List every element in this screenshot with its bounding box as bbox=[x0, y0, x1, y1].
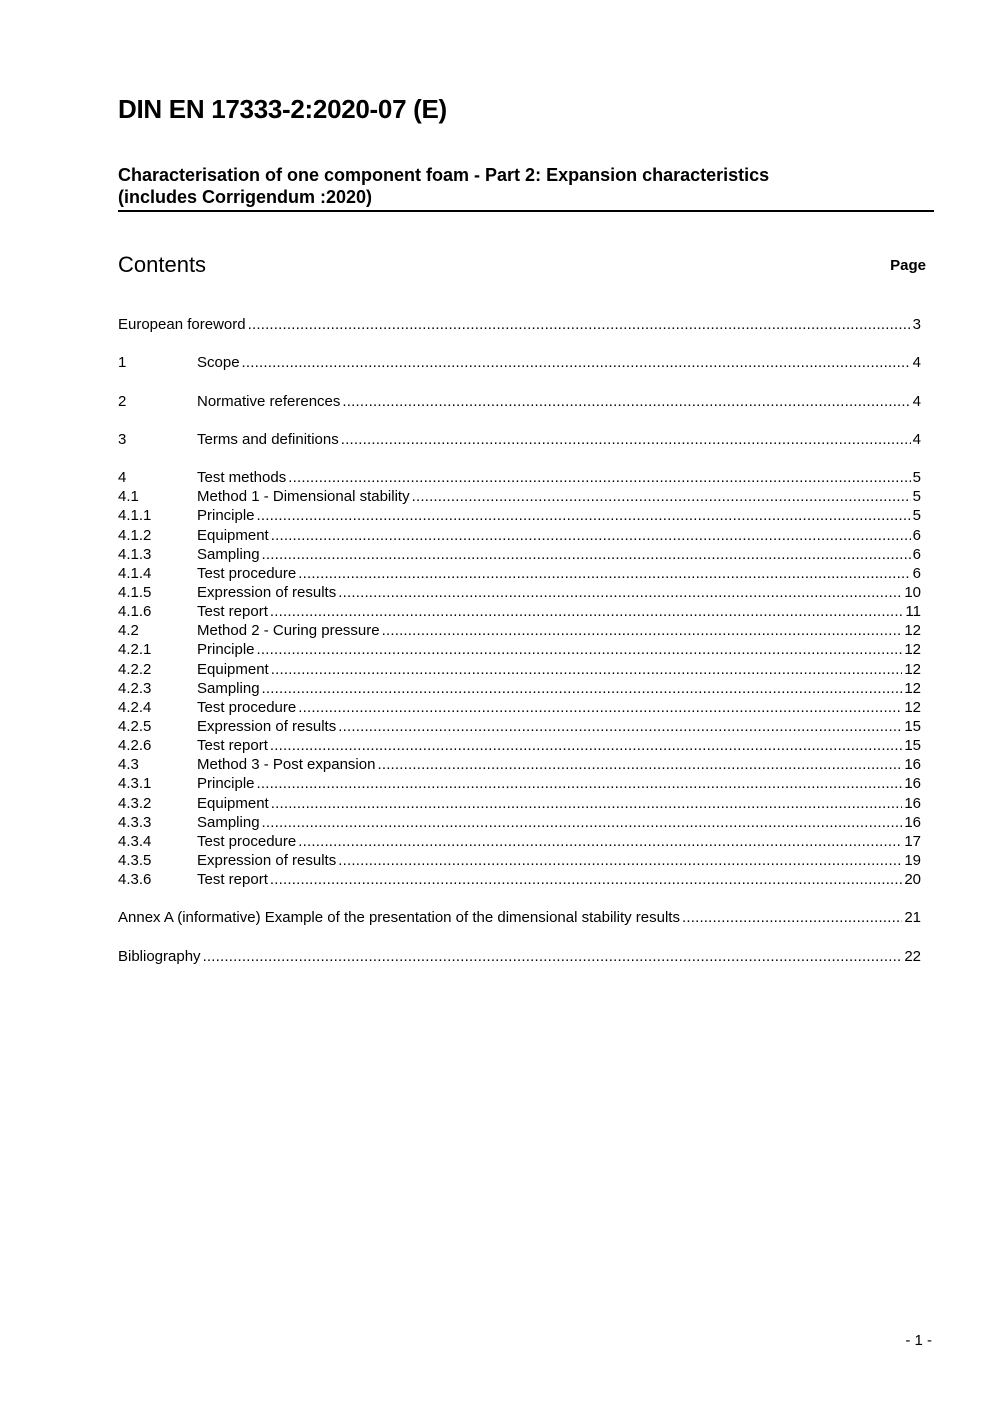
toc-entry-page: 16 bbox=[904, 775, 921, 793]
toc-entry-page: 17 bbox=[904, 832, 921, 850]
toc-entry-number: 4.3.5 bbox=[118, 851, 152, 869]
toc-entry-title: Bibliography bbox=[118, 947, 201, 965]
toc-entry[interactable] bbox=[118, 602, 921, 621]
toc-entry-title: Principle bbox=[197, 507, 255, 525]
toc-entry-number: 4.3 bbox=[118, 756, 139, 774]
document-title-line-2: (includes Corrigendum :2020) bbox=[118, 187, 373, 207]
toc-entry-title: Sampling bbox=[197, 679, 260, 697]
toc-entry[interactable] bbox=[118, 832, 921, 851]
toc-dot-leader bbox=[342, 392, 910, 411]
toc-entry-title: Test methods bbox=[197, 469, 287, 487]
toc-entry-number: 4.2 bbox=[118, 622, 139, 640]
document-title-line-1: Characterisation of one component foam - Part 2: Expansion characteristics bbox=[118, 165, 770, 185]
toc-entry-number: 4.1.2 bbox=[118, 526, 152, 544]
toc-entry-number: 2 bbox=[118, 392, 127, 410]
title-divider bbox=[118, 210, 934, 212]
toc-dot-leader bbox=[257, 506, 911, 525]
toc-dot-leader bbox=[682, 908, 902, 927]
toc-entry-title: Scope bbox=[197, 354, 240, 372]
toc-entry-title: Expression of results bbox=[197, 583, 337, 601]
toc-entry-title: Sampling bbox=[197, 813, 260, 831]
toc-entry-title: Sampling bbox=[197, 545, 260, 563]
toc-entry[interactable] bbox=[118, 353, 921, 372]
toc-entry-page: 4 bbox=[912, 430, 921, 448]
toc-dot-leader bbox=[271, 794, 903, 813]
table-of-contents bbox=[118, 315, 921, 966]
toc-entry-page: 6 bbox=[912, 526, 921, 544]
toc-entry[interactable] bbox=[118, 583, 921, 602]
toc-entry-title: Method 2 - Curing pressure bbox=[197, 622, 380, 640]
toc-entry-page: 12 bbox=[904, 622, 921, 640]
toc-entry-number: 4.2.3 bbox=[118, 679, 152, 697]
toc-entry-title: Expression of results bbox=[197, 851, 337, 869]
toc-entry-page: 6 bbox=[912, 545, 921, 563]
toc-entry-page: 4 bbox=[912, 354, 921, 372]
toc-entry-number: 4.3.3 bbox=[118, 813, 152, 831]
toc-entry[interactable] bbox=[118, 813, 921, 832]
toc-entry-page: 15 bbox=[904, 717, 921, 735]
toc-entry[interactable] bbox=[118, 908, 921, 927]
toc-entry-page: 6 bbox=[912, 564, 921, 582]
toc-dot-leader bbox=[262, 545, 911, 564]
toc-entry-title: Method 3 - Post expansion bbox=[197, 756, 376, 774]
toc-entry-page: 16 bbox=[904, 813, 921, 831]
toc-entry-page: 12 bbox=[904, 679, 921, 697]
toc-entry[interactable] bbox=[118, 717, 921, 736]
toc-entry-number: 4.1 bbox=[118, 488, 139, 506]
toc-entry-page: 22 bbox=[904, 947, 921, 965]
toc-entry[interactable] bbox=[118, 794, 921, 813]
toc-entry[interactable] bbox=[118, 392, 921, 411]
toc-entry-number: 4.2.6 bbox=[118, 737, 152, 755]
toc-entry-title: Principle bbox=[197, 775, 255, 793]
toc-entry-page: 11 bbox=[905, 603, 921, 621]
toc-entry[interactable] bbox=[118, 640, 921, 659]
toc-entry-number: 4.2.4 bbox=[118, 698, 152, 716]
toc-dot-leader bbox=[270, 736, 902, 755]
contents-heading: Contents bbox=[118, 252, 207, 277]
toc-entry-number: 4.1.3 bbox=[118, 545, 152, 563]
toc-entry[interactable] bbox=[118, 487, 921, 506]
toc-dot-leader bbox=[338, 583, 902, 602]
toc-dot-leader bbox=[298, 564, 910, 583]
toc-entry-title: Annex A (informative) Example of the presentation of the dimensional stability results bbox=[118, 909, 680, 927]
toc-entry-number: 4.1.5 bbox=[118, 583, 152, 601]
toc-entry-number: 3 bbox=[118, 430, 127, 448]
toc-dot-leader bbox=[298, 832, 902, 851]
toc-entry-number: 4.3.4 bbox=[118, 832, 152, 850]
toc-entry-page: 16 bbox=[904, 794, 921, 812]
toc-dot-leader bbox=[242, 353, 911, 372]
toc-entry-title: European foreword bbox=[118, 316, 246, 333]
toc-entry[interactable] bbox=[118, 430, 921, 449]
toc-entry-page: 12 bbox=[904, 698, 921, 716]
toc-entry-page: 4 bbox=[912, 392, 921, 410]
toc-dot-leader bbox=[262, 813, 903, 832]
toc-entry-title: Normative references bbox=[197, 392, 341, 410]
toc-entry-number: 4.1.4 bbox=[118, 564, 152, 582]
toc-entry-title: Test procedure bbox=[197, 698, 297, 716]
toc-entry-number: 4.2.2 bbox=[118, 660, 152, 678]
toc-dot-leader bbox=[338, 717, 902, 736]
toc-entry[interactable] bbox=[118, 679, 921, 698]
toc-entry-title: Equipment bbox=[197, 526, 269, 544]
toc-entry-title: Expression of results bbox=[197, 717, 337, 735]
toc-entry[interactable] bbox=[118, 755, 921, 774]
toc-entry-page: 3 bbox=[912, 316, 921, 333]
toc-entry-title: Test report bbox=[197, 737, 268, 755]
toc-entry-page: 5 bbox=[912, 488, 921, 506]
toc-entry-number: 4.2.1 bbox=[118, 641, 152, 659]
toc-entry-number: 4.3.2 bbox=[118, 794, 152, 812]
toc-entry[interactable] bbox=[118, 774, 921, 793]
toc-dot-leader bbox=[203, 947, 903, 966]
toc-entry[interactable] bbox=[118, 660, 921, 679]
toc-entry-title: Equipment bbox=[197, 794, 269, 812]
toc-entry-title: Test procedure bbox=[197, 564, 297, 582]
toc-entry[interactable] bbox=[118, 506, 921, 525]
toc-dot-leader bbox=[262, 679, 903, 698]
toc-entry-number: 4.3.1 bbox=[118, 775, 152, 793]
toc-entry-page: 5 bbox=[912, 469, 921, 487]
toc-entry-page: 10 bbox=[904, 583, 921, 601]
toc-entry[interactable] bbox=[118, 621, 921, 640]
toc-dot-leader bbox=[298, 698, 902, 717]
toc-dot-leader bbox=[341, 430, 911, 449]
toc-entry-title: Test report bbox=[197, 603, 268, 621]
toc-entry[interactable] bbox=[118, 736, 921, 755]
toc-entry-number: 4 bbox=[118, 469, 127, 487]
toc-entry-page: 20 bbox=[904, 871, 921, 889]
toc-entry[interactable] bbox=[118, 564, 921, 583]
toc-entry-page: 15 bbox=[904, 737, 921, 755]
toc-dot-leader bbox=[271, 660, 903, 679]
toc-entry[interactable] bbox=[118, 947, 921, 966]
toc-entry-number: 4.2.5 bbox=[118, 717, 152, 735]
toc-dot-leader bbox=[338, 851, 902, 870]
toc-dot-leader bbox=[271, 526, 911, 545]
toc-entry-title: Equipment bbox=[197, 660, 269, 678]
toc-entry-page: 16 bbox=[904, 756, 921, 774]
toc-entry-number: 4.3.6 bbox=[118, 871, 152, 889]
toc-dot-leader bbox=[377, 755, 902, 774]
toc-dot-leader bbox=[257, 774, 903, 793]
toc-entry[interactable] bbox=[118, 468, 921, 487]
toc-entry-title: Test procedure bbox=[197, 832, 297, 850]
toc-entry-page: 21 bbox=[904, 909, 921, 927]
toc-entry[interactable] bbox=[118, 698, 921, 717]
document-id: DIN EN 17333-2:2020-07 (E) bbox=[118, 94, 447, 124]
toc-entry-page: 5 bbox=[912, 507, 921, 525]
toc-dot-leader bbox=[257, 640, 903, 659]
toc-entry-number: 1 bbox=[118, 354, 127, 372]
toc-entry-title: Terms and definitions bbox=[197, 430, 339, 448]
toc-dot-leader bbox=[288, 468, 910, 487]
page-number: - 1 - bbox=[905, 1332, 932, 1349]
toc-entry-number: 4.1.1 bbox=[118, 507, 152, 525]
toc-entry[interactable] bbox=[118, 851, 921, 870]
toc-entry-page: 12 bbox=[904, 660, 921, 678]
toc-entry-title: Method 1 - Dimensional stability bbox=[197, 488, 410, 506]
toc-entry-title: Principle bbox=[197, 641, 255, 659]
toc-entry-page: 19 bbox=[904, 851, 921, 869]
toc-entry-number: 4.1.6 bbox=[118, 603, 152, 621]
toc-dot-leader bbox=[270, 870, 902, 889]
toc-entry[interactable] bbox=[118, 315, 921, 334]
toc-dot-leader bbox=[248, 315, 911, 334]
toc-dot-leader bbox=[270, 602, 904, 621]
toc-dot-leader bbox=[382, 621, 903, 640]
toc-entry[interactable] bbox=[118, 870, 921, 889]
toc-entry-page: 12 bbox=[904, 641, 921, 659]
toc-dot-leader bbox=[412, 487, 911, 506]
page-column-label: Page bbox=[890, 257, 926, 274]
toc-entry[interactable] bbox=[118, 526, 921, 545]
toc-entry[interactable] bbox=[118, 545, 921, 564]
document-title bbox=[118, 164, 934, 208]
toc-entry-title: Test report bbox=[197, 871, 268, 889]
